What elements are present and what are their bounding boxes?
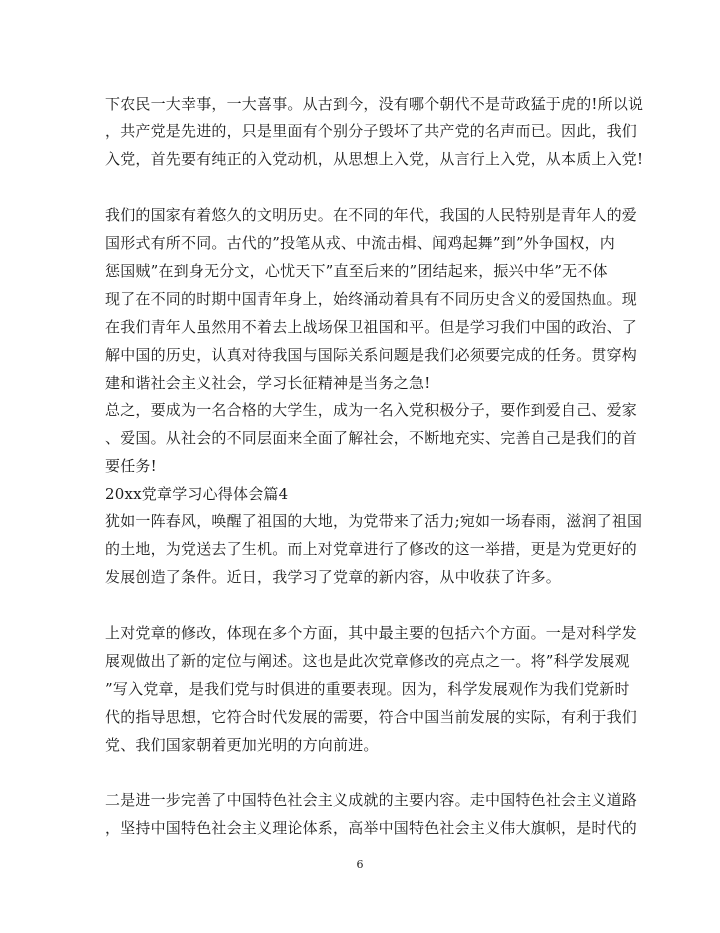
text-line: 建和谐社会主义社会，学习长征精神是当务之急!	[105, 374, 431, 392]
text-line: 国形式有所不同。古代的”投笔从戎、中流击楫、闻鸡起舞”到”外争国权，内	[105, 234, 616, 252]
text-line: 要任务!	[105, 457, 157, 475]
text-line: 上对党章的修改，体现在多个方面，其中最主要的包括六个方面。一是对科学发	[105, 624, 638, 642]
text-line: 、爱国。从社会的不同层面来全面了解社会，不断地充实、完善自己是我们的首	[105, 429, 638, 447]
text-line: 在我们青年人虽然用不着去上战场保卫祖国和平。但是学习我们中国的政治、了	[105, 318, 638, 336]
text-line: ，坚持中国特色社会主义理论体系，高举中国特色社会主义伟大旗帜，是时代的	[105, 819, 638, 837]
text-line: 代的指导思想，它符合时代发展的需要，符合中国当前发展的实际，有利于我们	[105, 708, 638, 726]
text-line: 现了在不同的时期中国青年身上，始终涌动着具有不同历史含义的爱国热血。现	[105, 290, 638, 308]
section-heading: 20xx党章学习心得体会篇4	[105, 485, 289, 503]
text-line: 发展创造了条件。近日，我学习了党章的新内容，从中收获了许多。	[105, 568, 562, 586]
text-line: 总之，要成为一名合格的大学生，成为一名入党积极分子，要作到爱自己、爱家	[105, 401, 638, 419]
text-line: ，共产党是先进的，只是里面有个别分子毁坏了共产党的名声而已。因此，我们	[105, 122, 638, 140]
text-line: 展观做出了新的定位与阐述。这也是此次党章修改的亮点之一。将”科学发展观	[105, 652, 630, 670]
text-line: ”写入党章，是我们党与时俱进的重要表现。因为，科学发展观作为我们党新时	[105, 680, 630, 698]
text-line: 下农民一大幸事，一大喜事。从古到今，没有哪个朝代不是苛政猛于虎的!所以说	[105, 95, 644, 113]
text-line: 犹如一阵春风，唤醒了祖国的大地，为党带来了活力;宛如一场春雨，滋润了祖国	[105, 512, 643, 530]
page-number: 6	[356, 858, 364, 871]
text-line: 二是进一步完善了中国特色社会主义成就的主要内容。走中国特色社会主义道路	[105, 791, 638, 809]
text-line: 我们的国家有着悠久的文明历史。在不同的年代，我国的人民特别是青年人的爱	[105, 206, 638, 224]
text-line: 的土地，为党送去了生机。而上对党章进行了修改的这一举措，更是为党更好的	[105, 540, 638, 558]
text-line: 惩国贼”在到身无分文，心忧天下”直至后来的”团结起来，振兴中华”无不体	[105, 262, 608, 280]
text-line: 入党，首先要有纯正的入党动机，从思想上入党，从言行上入党，从本质上入党!	[105, 150, 644, 168]
text-line: 解中国的历史，认真对待我国与国际关系问题是我们必须要完成的任务。贯穿构	[105, 346, 638, 364]
text-line: 党、我们国家朝着更加光明的方向前进。	[105, 736, 379, 754]
